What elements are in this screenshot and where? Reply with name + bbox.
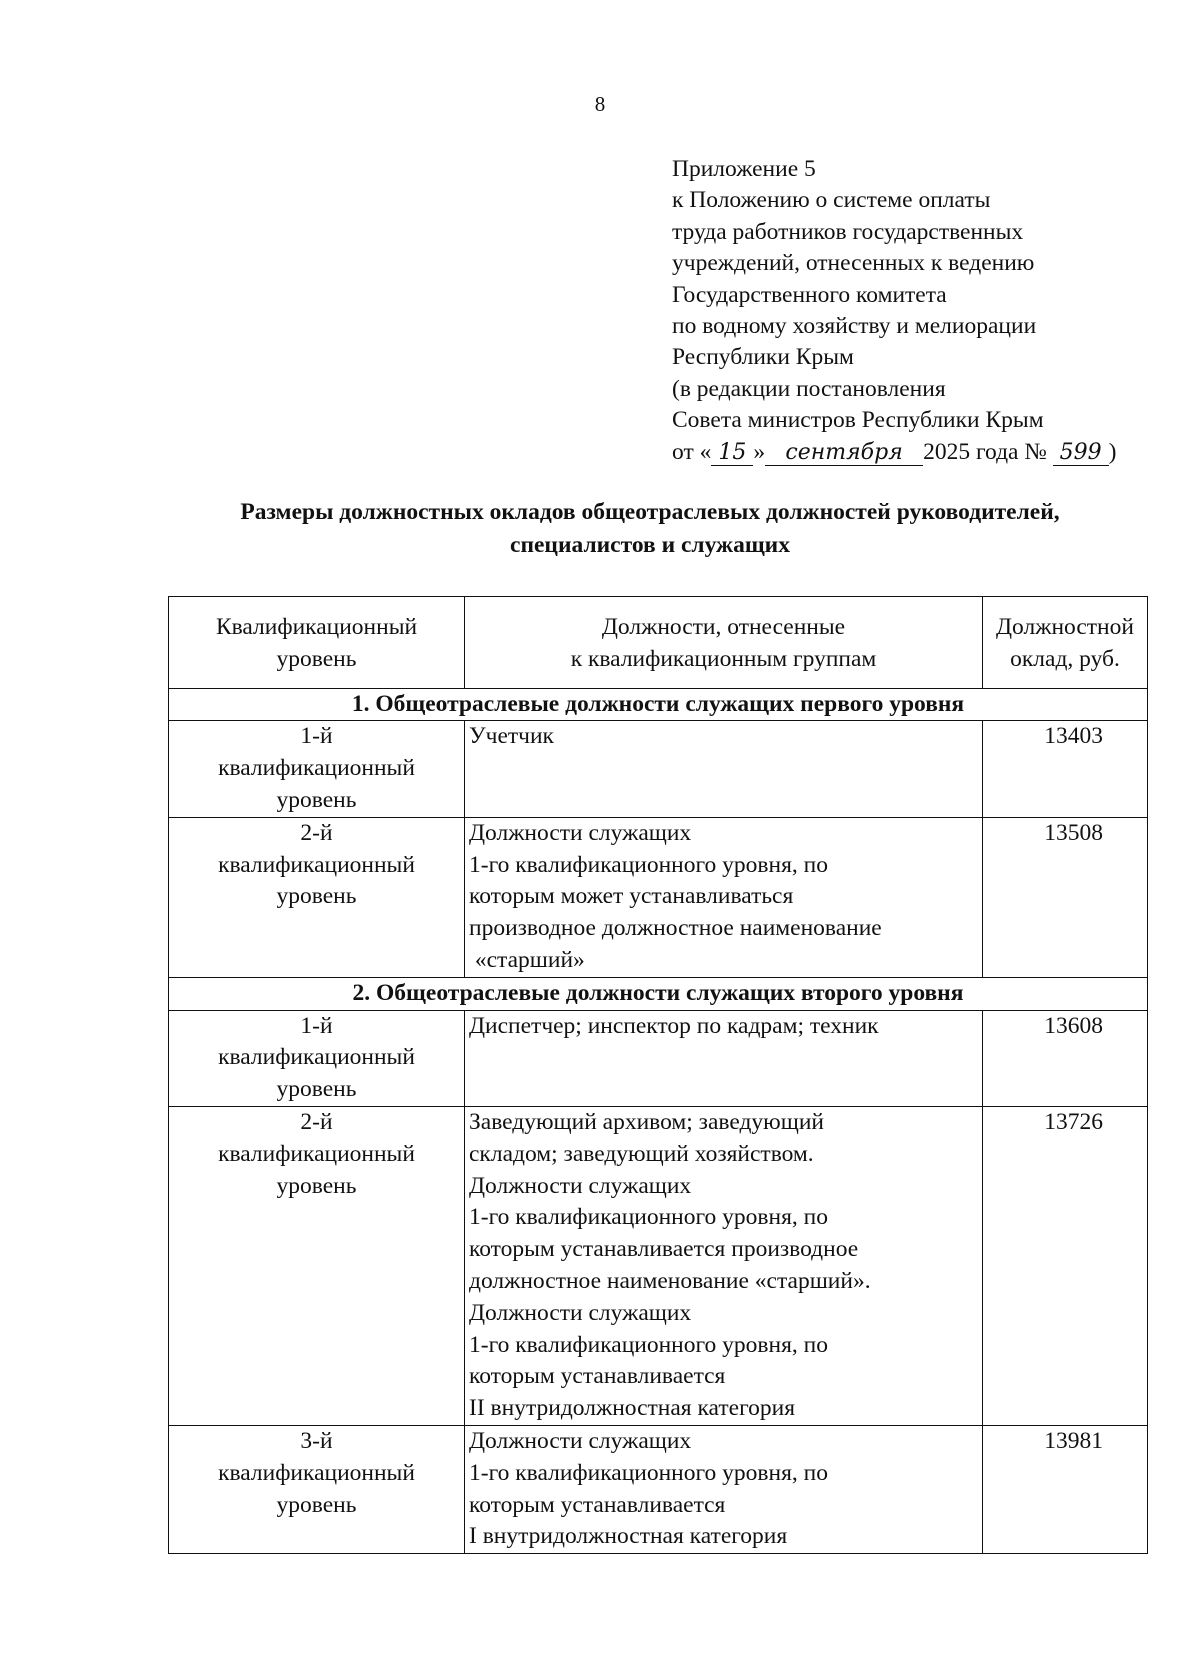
cell-text: уровень <box>276 786 357 813</box>
header-salary <box>983 597 1148 689</box>
salary-cell: 13726 <box>983 1106 1148 1425</box>
cell-text: квалификационный <box>218 1459 415 1486</box>
cell-text: уровень <box>276 883 357 910</box>
appendix-line: Республики Крым <box>672 344 854 371</box>
table-row <box>169 1425 1148 1553</box>
cell-text: которым устанавливается <box>469 1491 726 1518</box>
salary-cell: 13981 <box>983 1425 1148 1553</box>
appendix-line: (в редакции постановления <box>672 375 946 402</box>
positions-cell <box>465 1010 983 1106</box>
cell-text: Должности служащих <box>469 819 692 846</box>
table-row <box>169 1010 1148 1106</box>
header-text: Должности, отнесенные <box>601 614 846 640</box>
cell-text: Должности служащих <box>469 1299 692 1326</box>
appendix-line: к Положению о системе оплаты <box>672 187 991 214</box>
header-text: Должностной <box>996 614 1134 640</box>
positions-cell <box>465 1106 983 1425</box>
appendix-line: учреждений, отнесенных к ведению <box>672 250 1035 277</box>
cell-text: Учетчик <box>469 723 554 750</box>
handwritten-day: 15 <box>711 441 753 466</box>
table-row <box>169 1106 1148 1425</box>
salary-table <box>168 596 1148 1554</box>
header-positions <box>465 597 983 689</box>
section-row <box>169 688 1148 721</box>
cell-text: уровень <box>276 1491 357 1518</box>
table-row <box>169 721 1148 817</box>
header-text: Квалификационный <box>215 614 418 640</box>
cell-text: Должности служащих <box>469 1427 692 1454</box>
positions-cell <box>465 817 983 977</box>
handwritten-month: сентября <box>765 441 923 466</box>
date-year: 2025 года № <box>923 438 1047 465</box>
cell-text: 1-го квалификационного уровня, по <box>469 1331 828 1358</box>
cell-text: квалификационный <box>218 851 415 878</box>
header-qualification-level <box>169 597 465 689</box>
appendix-line: Совета министров Республики Крым <box>672 407 1044 434</box>
cell-text: производное должностное наименование <box>469 915 882 942</box>
cell-text: 1-й <box>300 1012 333 1039</box>
cell-text: квалификационный <box>218 1140 415 1167</box>
date-prefix: от « <box>672 438 712 465</box>
cell-text: Диспетчер; инспектор по кадрам; техник <box>469 1012 879 1039</box>
section-title: 1. Общеотраслевые должности служащих первого уровня <box>169 688 1148 721</box>
cell-text: квалификационный <box>218 755 415 782</box>
cell-text: квалификационный <box>218 1044 415 1071</box>
handwritten-doc-number: 599 <box>1053 441 1109 466</box>
cell-text: уровень <box>276 1076 357 1103</box>
cell-text: 1-го квалификационного уровня, по <box>469 1204 828 1231</box>
section-title: 2. Общеотраслевые должности служащих второго уровня <box>169 977 1148 1010</box>
cell-text: уровень <box>276 1172 357 1199</box>
date-mid: » <box>753 438 766 465</box>
document-title <box>150 496 1150 562</box>
cell-text: должностное наименование «старший». <box>469 1267 871 1294</box>
qualification-level-cell <box>169 1425 465 1553</box>
cell-text: которым устанавливается <box>469 1363 726 1390</box>
appendix-line: по водному хозяйству и мелиорации <box>672 313 1037 340</box>
cell-text: которым устанавливается производное <box>469 1236 859 1263</box>
date-close: ) <box>1108 438 1117 465</box>
qualification-level-cell <box>169 1010 465 1106</box>
salary-cell: 13608 <box>983 1010 1148 1106</box>
qualification-level-cell <box>169 817 465 977</box>
appendix-line: Приложение 5 <box>672 156 816 182</box>
cell-text: 1-й <box>300 723 333 750</box>
cell-text: «старший» <box>469 946 585 973</box>
cell-text: которым может устанавливаться <box>469 883 794 910</box>
cell-text: Заведующий архивом; заведующий <box>469 1108 824 1135</box>
cell-text: II внутридолжностная категория <box>469 1395 796 1422</box>
resolution-date-line <box>672 437 1192 468</box>
cell-text: I внутридолжностная категория <box>469 1523 788 1550</box>
title-line-2: специалистов и служащих <box>510 532 790 558</box>
cell-text: 2-й <box>300 819 333 846</box>
cell-text: 1-го квалификационного уровня, по <box>469 851 828 878</box>
salary-cell: 13508 <box>983 817 1148 977</box>
title-line-1: Размеры должностных окладов общеотраслевых должностей руководителей, <box>240 499 1060 525</box>
header-text: уровень <box>276 645 357 672</box>
qualification-level-cell <box>169 721 465 817</box>
appendix-line: Государственного комитета <box>672 281 947 308</box>
salary-cell: 13403 <box>983 721 1148 817</box>
section-row <box>169 977 1148 1010</box>
header-text: к квалификационным группам <box>570 645 877 672</box>
cell-text: Должности служащих <box>469 1172 692 1199</box>
table-header-row <box>169 597 1148 689</box>
positions-cell <box>465 1425 983 1553</box>
page-number: 8 <box>594 92 606 116</box>
table-row <box>169 817 1148 977</box>
cell-text: 1-го квалификационного уровня, по <box>469 1459 828 1486</box>
qualification-level-cell <box>169 1106 465 1425</box>
cell-text: складом; заведующий хозяйством. <box>469 1140 814 1167</box>
appendix-header <box>672 154 1192 468</box>
cell-text: 3-й <box>300 1427 333 1454</box>
positions-cell <box>465 721 983 817</box>
header-text: оклад, руб. <box>1010 645 1120 672</box>
cell-text: 2-й <box>300 1108 333 1135</box>
appendix-line: труда работников государственных <box>672 218 1024 245</box>
